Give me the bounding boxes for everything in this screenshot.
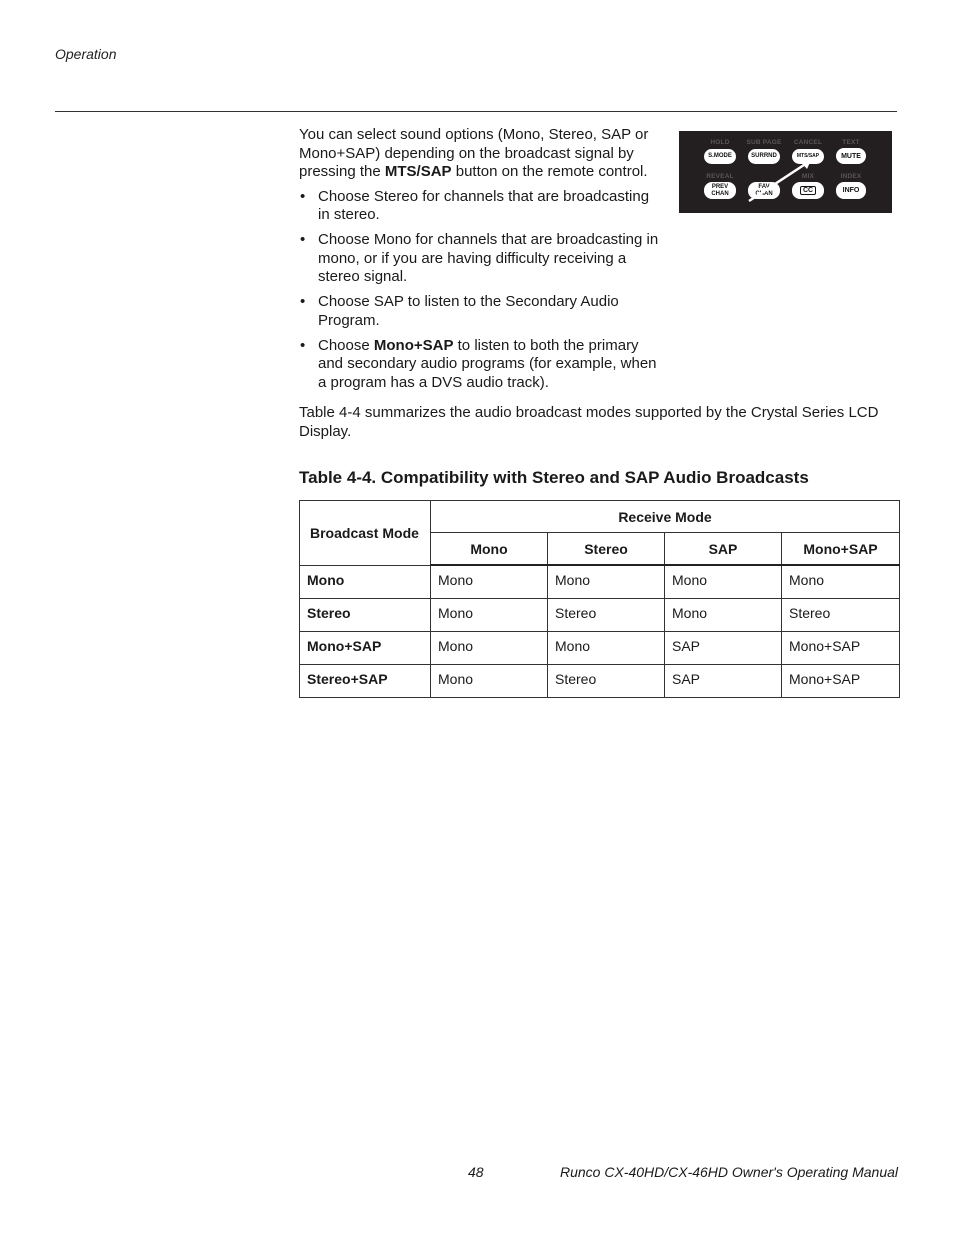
table-cell: SAP [665,665,782,698]
intro-paragraph [299,126,661,182]
remote-info-button: INFO [836,182,866,199]
column-header-mono-sap: Mono+SAP [782,533,900,566]
remote-surrnd-button: SURRND [748,149,780,164]
column-header-stereo: Stereo [548,533,665,566]
remote-prev-chan-line1: PREV [711,183,729,190]
table-cell: SAP [665,632,782,665]
bullet-mono-text: Choose Mono for channels that are broadcasting in mono, or if you are having difficulty receiving a stereo signal. [318,231,659,285]
intro-bold-mts-sap: MTS/SAP [384,163,452,180]
row-header: Mono [300,565,431,599]
table-cell: Mono [548,632,665,665]
table-cell: Mono [431,665,548,698]
remote-cc-label: CC [800,186,816,195]
row-header: Mono+SAP [300,632,431,665]
running-header-section: Operation [55,46,117,62]
bullet-monosap-after: to listen to both the primary and secondary audio programs (for example, when a program has a DVS audio track). [318,336,657,391]
list-item [299,337,661,393]
table-cell: Mono [548,565,665,599]
list-item [299,293,661,330]
table-cell: Mono [431,632,548,665]
sound-options-list [299,188,661,393]
column-header-sap: SAP [665,533,782,566]
table-row [300,665,900,698]
row-header: Stereo [300,599,431,632]
table-cell: Mono [665,565,782,599]
table-caption: Table 4-4. Compatibility with Stereo and SAP Audio Broadcasts [299,468,809,487]
intro-text-after: button on the remote control. [451,163,648,180]
table-cell: Mono [431,565,548,599]
table-cell: Mono [782,565,900,599]
table-cell: Mono+SAP [782,665,900,698]
summary-paragraph: Table 4-4 summarizes the audio broadcast modes supported by the Crystal Series LCD Display. [299,404,879,440]
table-cell: Mono+SAP [782,632,900,665]
table-row [300,565,900,599]
remote-label-cancel: CANCEL [793,139,823,146]
remote-label-index: INDEX [840,173,862,180]
remote-label-sub-page: SUB PAGE [746,139,782,146]
header-divider [55,111,897,112]
intro-text-before: You can select sound options (Mono, Stereo, SAP or Mono+SAP) depending on the broadcast signal by pressing the [299,126,649,180]
row-header: Stereo+SAP [300,665,431,698]
footer-manual-title: Runco CX-40HD/CX-46HD Owner's Operating Manual [559,1164,898,1180]
table-cell: Stereo [782,599,900,632]
remote-label-hold: HOLD [710,139,730,146]
bullet-sap-text: Choose SAP to listen to the Secondary Audio Program. [318,293,619,329]
table-cell: Stereo [548,665,665,698]
remote-mts-sap-button: MTS/SAP [792,149,824,164]
table-header-row [300,501,900,533]
table-cell: Mono [665,599,782,632]
receive-mode-header: Receive Mode [431,501,900,533]
remote-label-text: TEXT [842,139,860,146]
table-cell: Stereo [548,599,665,632]
column-header-mono: Mono [431,533,548,566]
remote-smode-button: S.MODE [704,149,736,164]
bullet-monosap-before: Choose [318,336,374,354]
remote-fav-chan-line1: FAV [758,183,770,190]
table-cell: Mono [431,599,548,632]
remote-mute-button: MUTE [836,148,866,164]
list-item [299,231,661,287]
list-item [299,188,661,225]
remote-label-reveal: REVEAL [706,173,734,180]
bullet-stereo-text: Choose Stereo for channels that are broadcasting in stereo. [318,187,650,223]
footer-page-number: 48 [468,1164,484,1180]
bullet-monosap-bold: Mono+SAP [373,336,454,354]
main-content [299,126,899,698]
table-row [300,632,900,665]
table-row [300,599,900,632]
broadcast-mode-header: Broadcast Mode [300,501,431,566]
remote-prev-chan-line2: CHAN [711,190,729,197]
compatibility-table [299,500,900,698]
remote-label-mix: MIX [801,173,815,180]
remote-fav-chan-line2: CHAN [755,190,773,197]
